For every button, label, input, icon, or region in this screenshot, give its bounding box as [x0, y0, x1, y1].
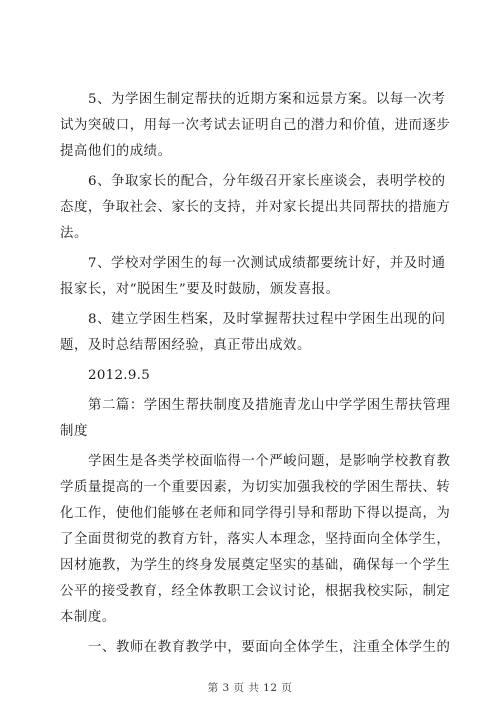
paragraph-item-7	[60, 251, 446, 303]
text-line: 6、争取家长的配合，分年级召开家长座谈会，表明学校的	[88, 174, 446, 189]
text-line: 本制度。	[60, 610, 116, 625]
text-line: 态度，争取社会、家长的支持，并对家长提出共同帮扶的措施方	[60, 200, 451, 215]
text-line: 报家长，对“脱困生”要及时鼓励，颁发喜报。	[60, 282, 340, 297]
paragraph-item-1	[60, 635, 451, 661]
document-date: 2012.9.5	[88, 368, 151, 383]
paragraph-intro	[60, 449, 451, 631]
text-line: 法。	[60, 226, 88, 241]
paragraph-item-8	[60, 307, 446, 359]
heading-line: 第二篇：学困生帮扶制度及措施青龙山中学学困生帮扶管理	[88, 398, 451, 413]
paragraph-item-6	[60, 169, 451, 247]
text-line: 了全面贯彻党的教育方针，落实人本理念，坚持面向全体学生，	[60, 532, 451, 547]
text-line: 提高他们的成绩。	[60, 144, 172, 159]
text-line: 5、为学困生制定帮扶的近期方案和远景方案。以每一次考	[88, 92, 446, 107]
text-line: 一、教师在教育教学中，要面向全体学生，注重全体学生的	[88, 640, 451, 655]
page-footer: 第 3 页 共 12 页	[207, 682, 293, 694]
section-heading	[60, 393, 451, 445]
text-line: 题，及时总结帮困经验，真正带出成效。	[60, 338, 311, 353]
paragraph-item-5	[60, 87, 451, 165]
text-line: 公平的接受教育，经全体教职工会议讨论，根据我校实际，制定	[60, 584, 451, 599]
text-line: 因材施教，为学生的终身发展奠定坚实的基础，确保每一个学生	[60, 558, 451, 573]
text-line: 化工作，使他们能够在老师和同学得引导和帮助下得以提高，为	[60, 506, 451, 521]
heading-line: 制度	[60, 424, 88, 439]
text-line: 学质量提高的一个重要因素，为切实加强我校的学困生帮扶、转	[60, 480, 451, 495]
text-line: 7、学校对学困生的每一次测试成绩都要统计好，并及时通	[88, 256, 446, 271]
text-line: 学困生是各类学校面临得一个严峻问题，是影响学校教育教	[88, 454, 451, 469]
text-line: 8、建立学困生档案，及时掌握帮扶过程中学困生出现的问	[88, 312, 446, 327]
document-body	[60, 87, 451, 665]
text-line: 试为突破口，用每一次考试去证明自己的潜力和价值，进而逐步	[60, 118, 451, 133]
